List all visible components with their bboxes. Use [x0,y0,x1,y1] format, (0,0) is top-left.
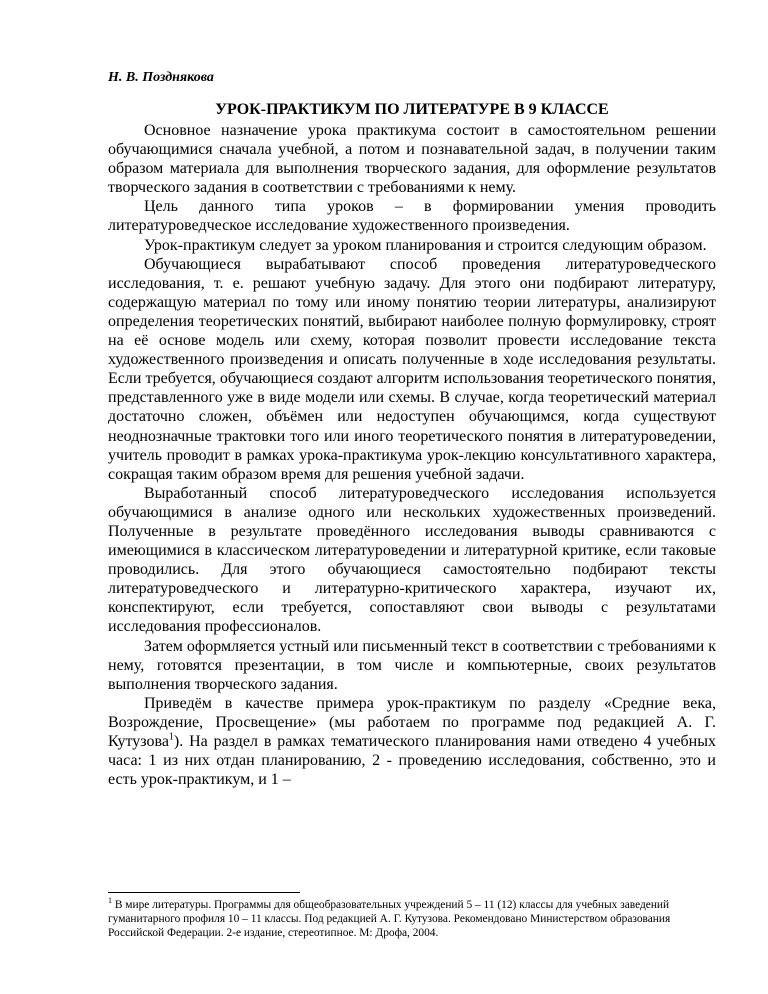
footnote [108,898,716,940]
footnote-mark: 1 [108,896,112,906]
paragraph: Выработанный способ литературоведческого исследования используется обучающимися в анализе одного или нескольких художественных произведений. Полученные в результате проведённого исследования выводы сравниваются с имеющимися в классическом литературоведении и литературной критике, если таковые проводились. Для этого обучающиеся самостоятельно подбирают тексты литературоведческого и литературно-критического характера, изучают их, конспектируют, если требуется, сопоставляют свои выводы с результатами исследования профессионалов. [108,484,716,636]
article-body [108,121,716,789]
page-title: УРОК-ПРАКТИКУМ ПО ЛИТЕРАТУРЕ В 9 КЛАССЕ [215,101,609,118]
paragraph: Цель данного типа уроков – в формировании умения проводить литературоведческое исследование художественного произведения. [108,198,716,235]
paragraph-text: Приведём в качестве примера урок-практикум по разделу «Средние века, Возрождение, Просвещение» (мы работаем по программе под редакцией А. Г. Кутузова [108,694,716,750]
paragraph: Затем оформляется устный или письменный текст в соответствии с требованиями к нему, готовятся презентации, в том числе и компьютерные, своих результатов выполнения творческого задания. [108,637,716,693]
author-name: Н. В. Позднякова [108,70,214,85]
paragraph-with-footnote-ref [108,694,716,789]
paragraph-text: ). На раздел в рамках тематического планирования нами отведено 4 учебных часа: 1 из них отдан планированию, 2 - проведению исследования, собственно, это и есть урок-практикум, и 1 – [108,733,716,789]
paragraph: Обучающиеся вырабатывают способ проведения литературоведческого исследования, т. е. решают учебную задачу. Для этого они подбирают литературу, содержащую материал по тому или иному понятию теории литературы, анализируют определения теоретических понятий, выбирают наиболее полную формулировку, строят на её основе модель или схему, которая позволит провести исследование текста художественного произведения и описать полученные в ходе исследования результаты. Если требуется, обучающиеся создают алгоритм использования теоретического понятия, представленного уже в виде модели или схемы. В случае, когда теоретический материал достаточно сложен, объёмен или недоступен обучающимся, когда существуют неоднозначные трактовки того или иного теоретического понятия в литературоведении, учитель проводит в рамках урока-практикума урок-лекцию консультативного характера, сокращая таким образом время для решения учебной задачи. [108,255,716,483]
paragraph: Основное назначение урока практикума состоит в самостоятельном решении обучающимися сначала учебной, а потом и познавательной задач, в получении таким образом материала для выполнения творческого задания, для оформление результатов творческого задания в соответствии с требованиями к нему. [108,122,716,197]
footnote-text: В мире литературы. Программы для общеобразовательных учреждений 5 – 11 (12) классы для учебных заведений гуманитарного профиля 10 – 11 классы. Под редакцией А. Г. Кутузова. Рекомендовано Министерством образования Российской Федерации. 2-е издание, стереотипное. М: Дрофа, 2004. [108,899,671,939]
footnote-reference: 1 [168,731,174,743]
footnote-separator [108,892,300,893]
paragraph: Урок-практикум следует за уроком планирования и строится следующим образом. [144,236,707,254]
